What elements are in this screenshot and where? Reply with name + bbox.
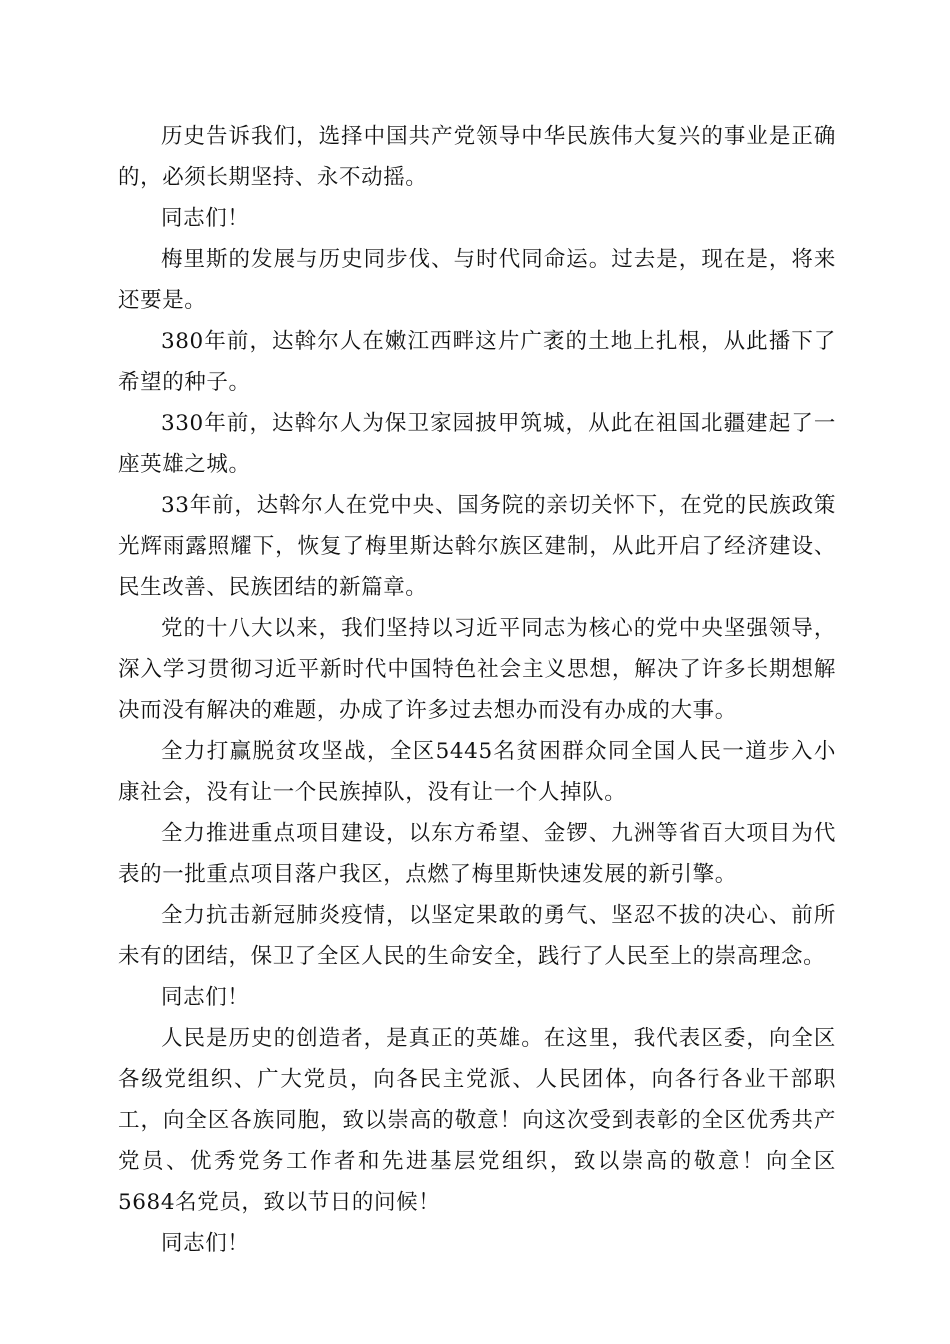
paragraph-salutation: 同志们！ xyxy=(161,985,250,1010)
paragraph-epidemic: 全力抗击新冠肺炎疫情，以坚定果敢的勇气、坚忍不拔的决心、前所未有的团结，保卫了全区人民的生命安全，践行了人民至上的崇高理念。 xyxy=(118,903,836,969)
paragraph-development: 梅里斯的发展与历史同步伐、与时代同命运。过去是，现在是，将来还要是。 xyxy=(118,247,836,313)
paragraph-330-years: 330年前，达斡尔人为保卫家园披甲筑城，从此在祖国北疆建起了一座英雄之城。 xyxy=(118,411,836,477)
paragraph-salutation: 同志们！ xyxy=(161,206,250,231)
paragraph-projects: 全力推进重点项目建设，以东方希望、金锣、九洲等省百大项目为代表的一批重点项目落户我区，点燃了梅里斯快速发展的新引擎。 xyxy=(118,821,836,887)
paragraph-380-years: 380年前，达斡尔人在嫩江西畔这片广袤的土地上扎根，从此播下了希望的种子。 xyxy=(118,329,836,395)
paragraph-18th-congress: 党的十八大以来，我们坚持以习近平同志为核心的党中央坚强领导，深入学习贯彻习近平新时代中国特色社会主义思想，解决了许多长期想解决而没有解决的难题，办成了许多过去想办而没有办成的大事。 xyxy=(118,616,836,723)
paragraph-33-years: 33年前，达斡尔人在党中央、国务院的亲切关怀下，在党的民族政策光辉雨露照耀下，恢复了梅里斯达斡尔族区建制，从此开启了经济建设、民生改善、民族团结的新篇章。 xyxy=(118,493,836,600)
paragraph-history: 历史告诉我们，选择中国共产党领导中华民族伟大复兴的事业是正确的，必须长期坚持、永不动摇。 xyxy=(118,124,836,190)
speech-body xyxy=(118,116,836,1264)
paragraph-salutation: 同志们！ xyxy=(161,1231,250,1256)
paragraph-tribute: 人民是历史的创造者，是真正的英雄。在这里，我代表区委，向全区各级党组织、广大党员，向各民主党派、人民团体，向各行各业干部职工，向全区各族同胞，致以崇高的敬意！向这次受到表彰的全区优秀共产党员、优秀党务工作者和先进基层党组织，致以崇高的敬意！向全区5684名党员，致以节日的问候！ xyxy=(118,1026,836,1215)
paragraph-poverty: 全力打赢脱贫攻坚战，全区5445名贫困群众同全国人民一道步入小康社会，没有让一个民族掉队，没有让一个人掉队。 xyxy=(118,739,836,805)
